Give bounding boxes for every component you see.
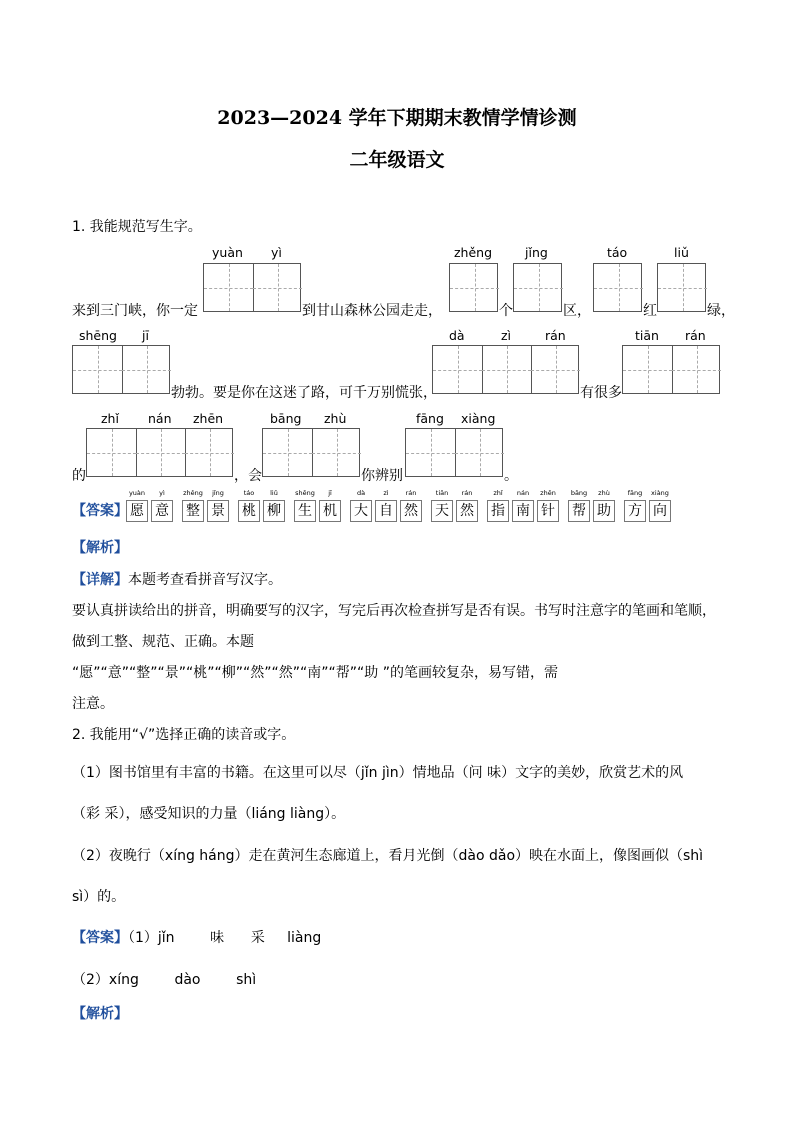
answer-char-pinyin: yì — [159, 489, 165, 497]
answer-char-box: 天 — [431, 500, 453, 522]
answer-char — [151, 489, 173, 525]
answer-char-box: 景 — [207, 500, 229, 522]
line1-text-c: 个 — [499, 303, 513, 319]
pinyin-fang: fāng — [416, 411, 444, 426]
pinyin-ji: jī — [142, 328, 149, 343]
answer-char-box: 针 — [537, 500, 559, 522]
answer-char-box: 整 — [182, 500, 204, 522]
pinyin-zi: zì — [501, 328, 512, 343]
pinyin-xiang: xiàng — [461, 411, 496, 426]
q2-item1-line-a: （1）图书馆里有丰富的书籍。在这里可以尽（jǐn jìn）情地品（问 味）文字的美妙，欣赏艺术的风 — [72, 765, 684, 781]
line3-text-d: 。 — [504, 468, 518, 484]
writing-grid-daziran[interactable] — [432, 345, 579, 394]
answer-char — [400, 489, 422, 525]
question-2-stem: 2. 我能用“√”选择正确的读音或字。 — [72, 727, 296, 743]
pinyin-zhen: zhēn — [193, 411, 224, 426]
pinyin-ran-2: rán — [685, 328, 706, 343]
q2-answer-line-1 — [72, 927, 321, 947]
q2-analysis-label: 【解析】 — [72, 1006, 128, 1022]
pinyin-da: dà — [449, 328, 465, 343]
line1-text-f: 绿， — [707, 303, 735, 319]
answer-char-pinyin: rán — [405, 489, 417, 497]
line1-text-d: 区， — [563, 303, 591, 319]
answer-char-pinyin: tiān — [435, 489, 449, 497]
writing-grid-tao[interactable] — [593, 263, 642, 312]
answer-char-box: 生 — [294, 500, 316, 522]
pinyin-bang: bāng — [270, 411, 302, 426]
answer-char-pinyin: xiàng — [651, 489, 669, 497]
answer-char-box: 然 — [400, 500, 422, 522]
q2-item2-line-b: sì）的。 — [72, 889, 126, 905]
answer-char-box: 桃 — [238, 500, 260, 522]
answer-char-box: 然 — [456, 500, 478, 522]
writing-grid-jing[interactable] — [513, 263, 562, 312]
answer-char-pinyin: liǔ — [270, 489, 278, 497]
pinyin-zhu: zhù — [324, 411, 347, 426]
answer-char — [537, 489, 559, 525]
answer-char-box: 南 — [512, 500, 534, 522]
writing-grid-yuanyi[interactable] — [203, 263, 301, 312]
answer-char-pinyin: fāng — [627, 489, 643, 497]
writing-grid-shengji[interactable] — [72, 345, 170, 394]
pinyin-ran: rán — [545, 328, 566, 343]
q2-item2-line-a: （2）夜晚行（xíng háng）走在黄河生态廊道上，看月光倒（dào dǎo）映在水面上，像图画似（shì — [72, 848, 704, 864]
pinyin-liu: liǔ — [674, 245, 689, 260]
answer-char-pinyin: jǐng — [212, 489, 224, 497]
answer-char — [593, 489, 615, 525]
q2-item1-line-b: （彩 采），感受知识的力量（liáng liàng）。 — [72, 806, 346, 822]
answer-char — [263, 489, 285, 525]
answer-char-box: 指 — [487, 500, 509, 522]
answer-char-pinyin: rán — [461, 489, 473, 497]
pinyin-zheng: zhěng — [454, 245, 493, 260]
pinyin-yuan: yuàn — [212, 245, 243, 260]
answer-char-box: 意 — [151, 500, 173, 522]
answer-char-pinyin: zhēn — [540, 489, 556, 497]
answer-character-row — [126, 489, 682, 525]
answer-char-box: 方 — [624, 500, 646, 522]
answer-char-box: 帮 — [568, 500, 590, 522]
writing-grid-zheng[interactable] — [449, 263, 498, 312]
answer-char-pinyin: jī — [328, 489, 332, 497]
answer-char-box: 愿 — [126, 500, 148, 522]
detail-text: 本题考查看拼音写汉字。 — [128, 572, 282, 588]
line3-text-b: ，会 — [234, 468, 262, 484]
analysis-para-3: “愿”“意”“整”“景”“桃”“柳”“然”“然”“南”“帮”“助 ”的笔画较复杂，易写错，需 — [72, 665, 559, 681]
line2-text-a: 勃勃。要是你在这迷了路，可千万别慌张， — [171, 385, 437, 401]
detail-line — [72, 569, 282, 589]
line1-text-b: 到甘山森林公园走走， — [302, 303, 442, 319]
answer-char-pinyin: dà — [356, 489, 366, 497]
analysis-para-2: 做到工整、规范、正确。本题 — [72, 634, 254, 650]
answer-char-pinyin: zhù — [598, 489, 610, 497]
analysis-label: 【解析】 — [72, 540, 128, 556]
answer-char-pinyin: zì — [383, 489, 389, 497]
answer-char-box: 柳 — [263, 500, 285, 522]
detail-label: 【详解】 — [72, 572, 128, 588]
answer-char-box: 自 — [375, 500, 397, 522]
q2-answer-2: （2）xíng dào shì — [72, 972, 257, 988]
answer-char-pinyin: nán — [516, 489, 530, 497]
analysis-para-1: 要认真拼读给出的拼音，明确要写的汉字，写完后再次检查拼写是否有误。书写时注意字的笔画和笔顺， — [72, 603, 716, 619]
writing-grid-zhinanzhen[interactable] — [86, 428, 233, 477]
writing-grid-bangzhu[interactable] — [262, 428, 360, 477]
answer-label: 【答案】 — [72, 503, 128, 519]
writing-grid-tianran[interactable] — [622, 345, 720, 394]
answer-char-pinyin: shēng — [295, 489, 315, 497]
pinyin-zhi: zhǐ — [101, 411, 119, 426]
answer-char-box: 向 — [649, 500, 671, 522]
line1-text-a: 来到三门峡，你一定 — [72, 303, 198, 319]
pinyin-jing: jǐng — [525, 245, 548, 260]
line3-text-a: 的 — [72, 468, 86, 484]
answer-char-pinyin: zhǐ — [493, 489, 503, 497]
writing-grid-fangxiang[interactable] — [405, 428, 503, 477]
q2-answer-label: 【答案】 — [72, 930, 128, 946]
answer-char-pinyin: zhěng — [183, 489, 203, 497]
pinyin-sheng: shēng — [79, 328, 117, 343]
page-subtitle: 二年级语文 — [349, 149, 445, 171]
answer-char-box: 大 — [350, 500, 372, 522]
answer-char — [319, 489, 341, 525]
analysis-para-4: 注意。 — [72, 696, 114, 712]
pinyin-yi: yì — [271, 245, 282, 260]
answer-char — [456, 489, 478, 525]
line2-text-b: 有很多 — [580, 385, 622, 401]
answer-char — [649, 489, 671, 525]
writing-grid-liu[interactable] — [657, 263, 706, 312]
answer-char — [207, 489, 229, 525]
page-title: 2023—2024 学年下期期末教情学情诊测 — [217, 107, 577, 129]
answer-char-pinyin: bāng — [570, 489, 588, 497]
line3-text-c: 你辨别 — [361, 468, 403, 484]
pinyin-tao: táo — [607, 245, 628, 260]
q2-answer-1: （1）jǐn 味 采 liàng — [128, 930, 322, 946]
line1-text-e: 红 — [643, 303, 657, 319]
pinyin-tian: tiān — [635, 328, 659, 343]
pinyin-nan: nán — [148, 411, 172, 426]
answer-char-pinyin: táo — [243, 489, 255, 497]
question-1-stem: 1. 我能规范写生字。 — [72, 219, 202, 235]
answer-char-box: 机 — [319, 500, 341, 522]
answer-char-box: 助 — [593, 500, 615, 522]
answer-char-pinyin: yuàn — [128, 489, 146, 497]
